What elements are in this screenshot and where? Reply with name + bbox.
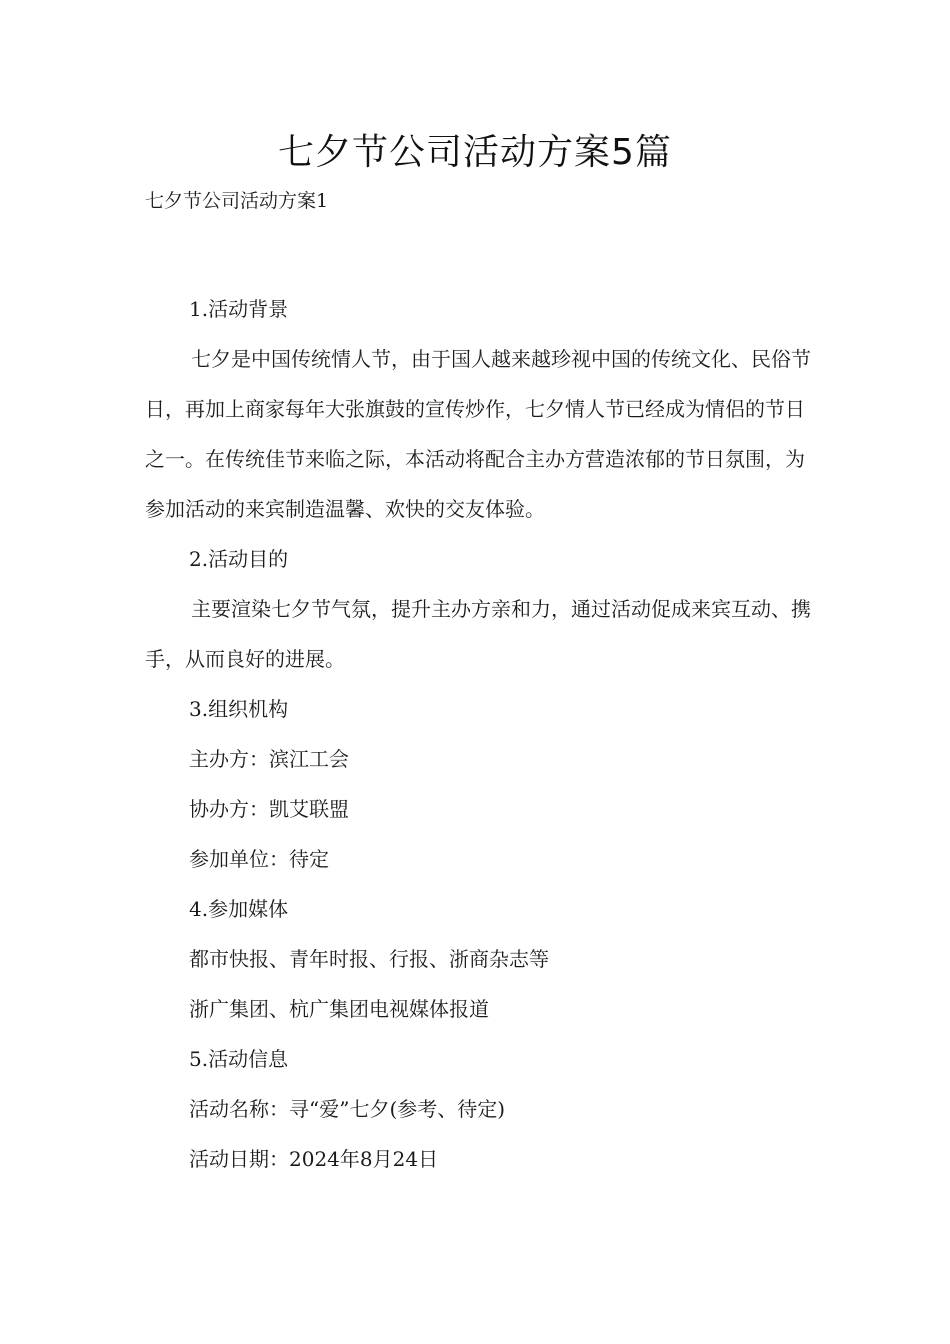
media-tv-line: 浙广集团、杭广集团电视媒体报道	[189, 997, 489, 1021]
document-body	[145, 284, 817, 1184]
event-date-line: 活动日期：2024年8月24日	[189, 1147, 439, 1171]
paragraph-purpose: 主要渲染七夕节气氛，提升主办方亲和力，通过活动促成来宾互动、携手，从而良好的进展。	[145, 597, 811, 671]
section-heading-organization: 3.组织机构	[189, 697, 289, 721]
document-subtitle: 七夕节公司活动方案1	[145, 190, 329, 212]
participants-line: 参加单位：待定	[189, 847, 329, 871]
media-print-line: 都市快报、青年时报、行报、浙商杂志等	[189, 947, 549, 971]
event-name-line: 活动名称：寻“爱”七夕(参考、待定)	[189, 1097, 506, 1121]
co-organizer-line: 协办方：凯艾联盟	[189, 797, 349, 821]
paragraph-background: 七夕是中国传统情人节，由于国人越来越珍视中国的传统文化、民俗节日，再加上商家每年大张旗鼓的宣传炒作，七夕情人节已经成为情侣的节日之一。在传统佳节来临之际，本活动将配合主办方营造浓郁的节日氛围，为参加活动的来宾制造温馨、欢快的交友体验。	[145, 347, 811, 521]
section-heading-purpose: 2.活动目的	[189, 547, 289, 571]
section-heading-info: 5.活动信息	[189, 1047, 289, 1071]
section-heading-media: 4.参加媒体	[189, 897, 289, 921]
document-title: 七夕节公司活动方案5篇	[278, 132, 672, 173]
organizer-line: 主办方：滨江工会	[189, 747, 349, 771]
section-heading-background: 1.活动背景	[189, 297, 289, 321]
